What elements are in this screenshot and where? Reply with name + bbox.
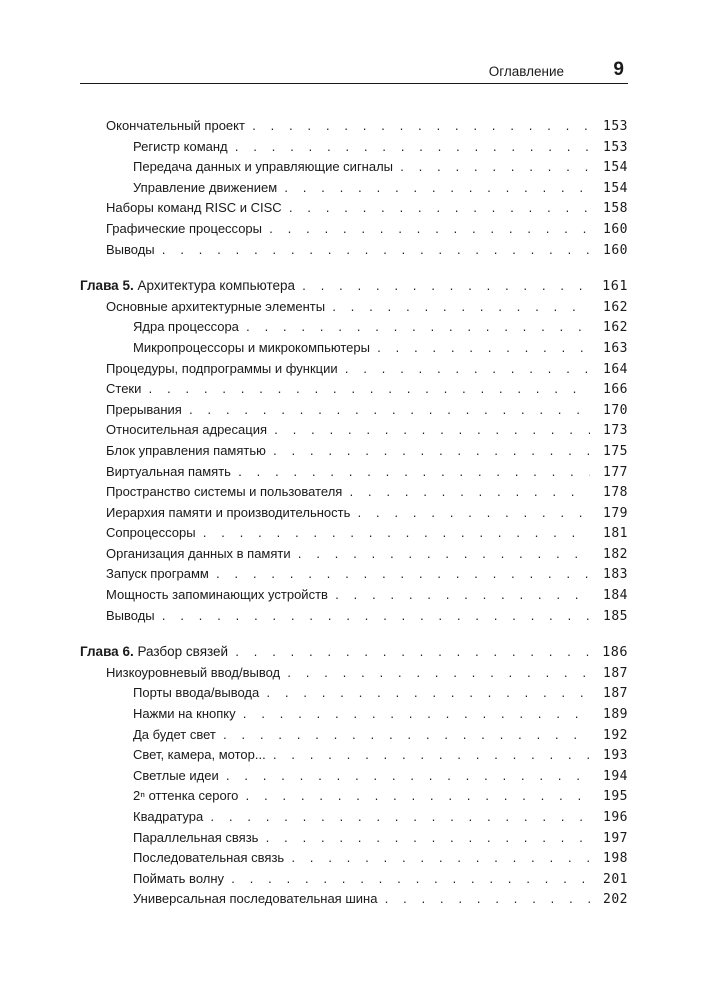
toc-entry-title: Сопроцессоры (106, 525, 196, 541)
dot-leader (209, 813, 590, 824)
toc-page-number: 154 (603, 160, 628, 176)
dot-leader (331, 303, 590, 314)
header-rule (80, 83, 628, 84)
toc-entry-title: Относительная адресация (106, 422, 268, 438)
toc-entry-title: Блок управления памятью (106, 442, 266, 458)
toc-entry[interactable] (80, 747, 628, 768)
toc-page-number: 198 (603, 851, 628, 867)
toc-chapter-row[interactable] (80, 644, 628, 665)
toc-entry[interactable] (80, 361, 628, 382)
dot-leader (272, 447, 590, 458)
dot-leader (230, 875, 590, 886)
toc-entry-title: Управление движением (133, 179, 278, 195)
toc-entry-title: Регистр команд (133, 138, 228, 154)
toc-page-number: 194 (603, 768, 628, 784)
dot-leader (348, 488, 590, 499)
dot-leader (251, 122, 590, 133)
toc-entry-title: Процедуры, подпрограммы и функции (106, 360, 338, 376)
running-header (80, 56, 628, 80)
dot-leader (399, 163, 590, 174)
toc-page-number: 189 (603, 707, 628, 723)
toc-entry[interactable] (80, 525, 628, 546)
header-page-number: 9 (613, 59, 624, 80)
toc-page-number: 162 (603, 299, 628, 315)
toc-entry-title: Низкоуровневый ввод/вывод (106, 664, 281, 680)
toc-page-number: 193 (603, 748, 628, 764)
dot-leader (202, 529, 590, 540)
toc-entry-title: Нажми на кнопку (133, 706, 236, 722)
toc-entry[interactable] (80, 566, 628, 587)
toc-entry-title: Последовательная связь (133, 850, 285, 866)
toc-entry[interactable] (80, 484, 628, 505)
toc-page-number: 187 (603, 665, 628, 681)
toc-entry-title: Выводы (106, 241, 155, 257)
toc-page-number: 164 (603, 361, 628, 377)
toc-entry-title: Прерывания (106, 401, 182, 417)
dot-leader (237, 468, 590, 479)
toc-entry[interactable] (80, 180, 628, 201)
dot-leader (245, 323, 590, 334)
toc-entry-title: Универсальная последовательная шина (133, 891, 378, 907)
toc-entry-title (80, 644, 228, 659)
toc-page-number: 160 (603, 242, 628, 258)
toc-page-number: 181 (603, 526, 628, 542)
toc-entry[interactable] (80, 381, 628, 402)
toc-entry[interactable] (80, 665, 628, 686)
chapter-title: Архитектура компьютера (133, 278, 295, 294)
dot-leader (344, 365, 590, 376)
toc-page-number: 173 (603, 423, 628, 439)
toc-entry-title: Квадратура (133, 809, 204, 824)
toc-entry-title: Графические процессоры (106, 220, 262, 236)
toc-entry-title: Передача данных и управляющие сигналы (133, 159, 394, 175)
toc-page-number: 158 (603, 201, 628, 217)
toc-page-number: 197 (603, 830, 628, 846)
dot-leader (161, 246, 590, 257)
toc-entry[interactable] (80, 464, 628, 485)
toc-chapter-row[interactable] (80, 278, 628, 299)
toc-entry[interactable] (80, 242, 628, 263)
toc-entry-title: Организация данных в памяти (106, 545, 291, 561)
dot-leader (242, 710, 590, 721)
toc-entry[interactable] (80, 200, 628, 221)
toc-entry-title: Пространство системы и пользователя (106, 484, 343, 500)
toc-entry-title: Ядра процессора (133, 319, 239, 335)
dot-leader (283, 184, 590, 195)
dot-leader (147, 385, 590, 396)
toc-page-number: 160 (603, 221, 628, 237)
chapter-label: Глава 5. (80, 278, 134, 294)
dot-leader (356, 509, 590, 520)
toc-entry[interactable] (80, 505, 628, 526)
toc-entry[interactable] (80, 402, 628, 423)
toc-entry[interactable] (80, 727, 628, 748)
toc-page-number: 162 (603, 320, 628, 336)
toc-entry[interactable] (80, 608, 628, 629)
toc-entry[interactable] (80, 443, 628, 464)
dot-leader (273, 426, 590, 437)
toc-entry-title: Поймать волну (133, 870, 225, 886)
toc-entry-title: Светлые идеи (133, 767, 219, 783)
toc-page-number: 153 (603, 119, 628, 134)
toc-page-number: 177 (603, 464, 628, 480)
dot-leader (288, 204, 590, 215)
toc-entry-title: Свет, камера, мотор... (133, 747, 266, 763)
dot-leader (301, 282, 590, 293)
toc-entry[interactable] (80, 299, 628, 320)
toc-page-number: 153 (603, 139, 628, 155)
dot-leader (264, 834, 590, 845)
toc-entry[interactable] (80, 118, 628, 139)
toc-entry[interactable] (80, 587, 628, 608)
toc-entry[interactable] (80, 891, 628, 912)
toc-entry[interactable] (80, 685, 628, 706)
dot-leader (286, 669, 590, 680)
toc-entry-title: Запуск программ (106, 566, 209, 582)
toc-page-number: 185 (603, 608, 628, 624)
toc-page-number: 184 (603, 588, 628, 604)
dot-leader (234, 648, 590, 659)
toc-page-number: 186 (602, 644, 628, 661)
dot-leader (272, 751, 590, 762)
toc-page-number: 183 (603, 567, 628, 583)
toc-page-number: 166 (603, 382, 628, 398)
toc-entry[interactable] (80, 850, 628, 871)
dot-leader (222, 731, 590, 742)
toc-entry[interactable] (80, 871, 628, 892)
dot-leader (383, 895, 590, 906)
toc-page-number: 175 (603, 443, 628, 459)
toc-entry[interactable] (80, 340, 628, 361)
toc-entry-title: Окончательный проект (106, 118, 245, 133)
dot-leader (297, 550, 590, 561)
toc-page-number: 154 (603, 180, 628, 196)
toc-entry-title: Параллельная связь (133, 829, 259, 845)
toc-entry[interactable] (80, 159, 628, 180)
toc-page-number: 182 (603, 546, 628, 562)
toc-entry[interactable] (80, 788, 628, 809)
toc-entry-title: Да будет свет (133, 726, 216, 742)
toc-entry[interactable] (80, 139, 628, 160)
dot-leader (161, 612, 590, 623)
dot-leader (234, 143, 590, 154)
toc-page-number: 195 (603, 789, 628, 805)
toc-page-number: 170 (603, 402, 628, 418)
toc-page-number: 196 (603, 810, 628, 825)
toc-page-number: 178 (603, 485, 628, 501)
toc-entry-title: Виртуальная память (106, 463, 231, 479)
dot-leader (188, 406, 590, 417)
dot-leader (225, 772, 590, 783)
toc-entry-title: Иерархия памяти и производительность (106, 504, 351, 520)
toc-page-number: 161 (602, 278, 628, 295)
toc-entry-title: Мощность запоминающих устройств (106, 587, 328, 603)
toc-entry[interactable] (80, 706, 628, 727)
toc-entry-title: Наборы команд RISC и CISC (106, 200, 282, 216)
chapter-label: Глава 6. (80, 644, 134, 660)
dot-leader (215, 570, 590, 581)
toc-entry-title: Микропроцессоры и микрокомпьютеры (133, 339, 370, 355)
toc-entry[interactable] (80, 830, 628, 851)
dot-leader (376, 344, 590, 355)
toc-page-number: 187 (603, 686, 628, 702)
toc-page-number: 201 (603, 871, 628, 887)
toc-page-number: 202 (603, 892, 628, 908)
dot-leader (265, 689, 590, 700)
toc-entry-title: Стеки (106, 381, 142, 397)
toc-entry-title: Порты ввода/вывода (133, 685, 260, 701)
toc-page-number: 163 (603, 340, 628, 356)
table-of-contents (80, 118, 628, 912)
toc-entry[interactable] (80, 809, 628, 830)
chapter-title: Разбор связей (133, 644, 229, 660)
header-title: Оглавление (488, 64, 564, 79)
toc-page-number: 192 (603, 727, 628, 743)
dot-leader (244, 792, 590, 803)
dot-leader (334, 591, 590, 602)
toc-entry[interactable] (80, 422, 628, 443)
toc-page-number: 179 (603, 505, 628, 521)
toc-entry-title: Выводы (106, 607, 155, 623)
toc-entry[interactable] (80, 768, 628, 789)
dot-leader (290, 854, 590, 865)
toc-entry-title: Основные архитектурные элементы (106, 298, 326, 314)
dot-leader (268, 225, 590, 236)
toc-entry-title: 2ⁿ оттенка серого (133, 788, 239, 804)
toc-entry[interactable] (80, 319, 628, 340)
toc-entry[interactable] (80, 221, 628, 242)
toc-entry-title (80, 278, 295, 293)
toc-entry[interactable] (80, 546, 628, 567)
